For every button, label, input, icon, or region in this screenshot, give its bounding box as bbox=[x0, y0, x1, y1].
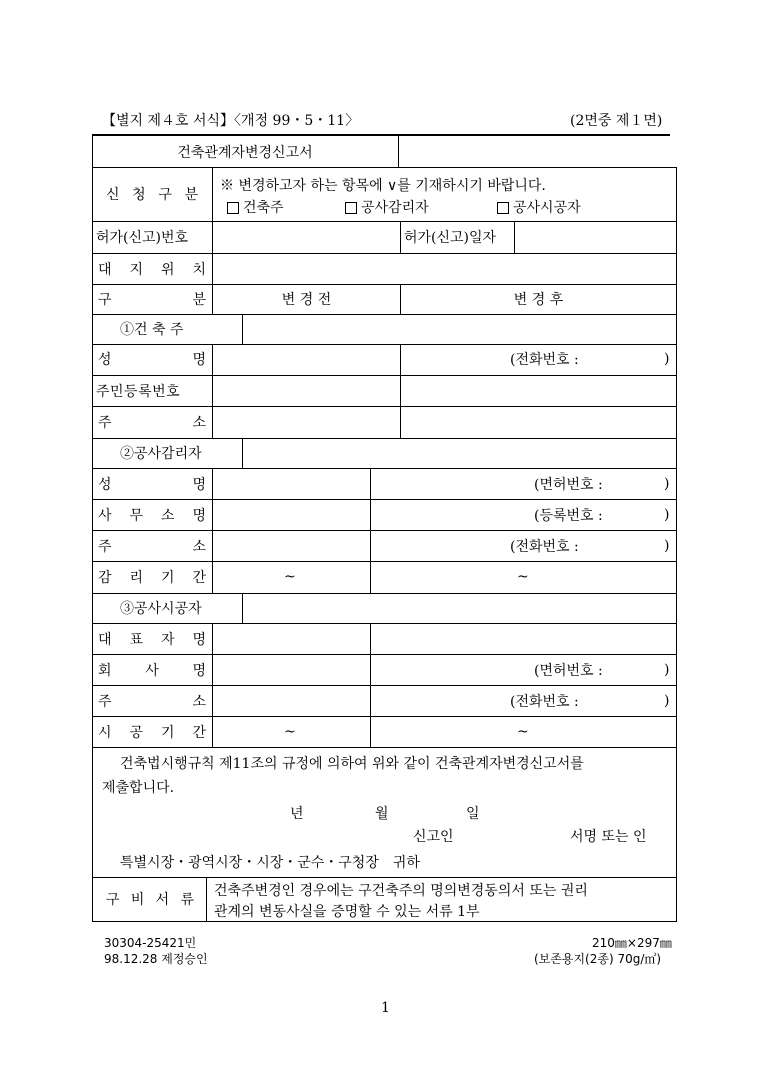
reporter-label: 신고인 bbox=[413, 829, 454, 845]
owner-address-label: 주 소 bbox=[98, 415, 206, 431]
option-owner[interactable]: 건축주 bbox=[227, 197, 284, 217]
contractor-phone-close: ) bbox=[664, 692, 670, 709]
contractor-period-after: ~ bbox=[517, 723, 529, 740]
date-day: 일 bbox=[466, 806, 480, 822]
paper-size: 210㎜×297㎜ bbox=[592, 936, 672, 950]
permit-date-label: 허가(신고)일자 bbox=[404, 230, 497, 246]
checkbox[interactable] bbox=[227, 202, 239, 214]
supervisor-period-label: 감 리 기 간 bbox=[98, 570, 206, 586]
permit-number-field[interactable] bbox=[213, 221, 399, 253]
contractor-company-label: 회 사 명 bbox=[98, 662, 206, 679]
form-title: 건축관계자변경신고서 bbox=[177, 145, 313, 161]
supervisor-address-label: 주 소 bbox=[98, 538, 206, 555]
option-contractor[interactable]: 공사시공자 bbox=[497, 197, 581, 217]
addressee: 특별시장・광역시장・시장・군수・구청장 귀하 bbox=[120, 855, 420, 871]
supervisor-license: (면허번호 : bbox=[534, 476, 603, 493]
declaration-text-cont: 제출합니다. bbox=[102, 780, 175, 796]
page-number: 1 bbox=[381, 1000, 390, 1016]
supervisor-name-label: 성 명 bbox=[98, 476, 206, 493]
instruction-text: ※ 변경하고자 하는 항목에 ∨를 기재하시기 바랍니다. bbox=[220, 178, 546, 194]
supervisor-period-before: ~ bbox=[284, 569, 296, 585]
permit-number-label: 허가(신고)번호 bbox=[96, 230, 189, 246]
owner-name-label: 성 명 bbox=[98, 352, 206, 368]
checkbox[interactable] bbox=[345, 202, 357, 214]
after-change-header: 변 경 후 bbox=[513, 292, 564, 308]
supervisor-license-close: ) bbox=[664, 475, 670, 492]
supervisor-office-label: 사 무 소 명 bbox=[98, 507, 206, 524]
date-year: 년 bbox=[290, 806, 304, 822]
form-label: 【별지 제４호 서식】〈개정 99・5・11〉 bbox=[102, 113, 360, 129]
approval-date: 98.12.28 제정승인 bbox=[104, 952, 208, 966]
declaration-text: 건축법시행규칙 제11조의 규정에 의하여 위와 같이 건축관계자변경신고서를 bbox=[120, 756, 584, 772]
contractor-rep-label: 대 표 자 명 bbox=[98, 631, 206, 648]
page-info: (2면중 제１면) bbox=[570, 113, 663, 129]
date-month: 월 bbox=[375, 806, 389, 822]
contractor-phone: (전화번호 : bbox=[510, 693, 579, 710]
division-label: 구 분 bbox=[98, 292, 206, 308]
contractor-license: (면허번호 : bbox=[534, 662, 603, 679]
before-change-header: 변 경 전 bbox=[281, 292, 332, 308]
option-supervisor[interactable]: 공사감리자 bbox=[345, 197, 429, 217]
contractor-address-label: 주 소 bbox=[98, 693, 206, 710]
owner-phone-close: ) bbox=[664, 351, 670, 367]
signature-label: 서명 또는 인 bbox=[570, 829, 647, 845]
paper-type: (보존용지(2종) 70g/㎡) bbox=[534, 952, 662, 966]
application-type-label: 신 청 구 분 bbox=[106, 187, 198, 203]
documents-text-cont: 관계의 변동사실을 증명할 수 있는 서류 1부 bbox=[214, 904, 480, 920]
contractor-license-close: ) bbox=[664, 661, 670, 678]
supervisor-section-title: ②공사감리자 bbox=[120, 446, 202, 462]
site-location-label: 대 지 위 치 bbox=[98, 261, 206, 278]
supervisor-registration: (등록번호 : bbox=[534, 507, 603, 524]
owner-rrn-label: 주민등록번호 bbox=[96, 383, 181, 400]
supervisor-period-after: ~ bbox=[517, 569, 529, 585]
documents-text: 건축주변경인 경우에는 구건축주의 명의변경동의서 또는 권리 bbox=[214, 883, 588, 899]
owner-section-title: ①건 축 주 bbox=[120, 322, 184, 338]
contractor-section-title: ③공사시공자 bbox=[120, 601, 202, 617]
owner-phone: (전화번호 : bbox=[510, 352, 579, 368]
site-location-field[interactable] bbox=[213, 253, 675, 284]
contractor-period-before: ~ bbox=[284, 723, 296, 740]
supervisor-registration-close: ) bbox=[664, 506, 670, 523]
supervisor-phone: (전화번호 : bbox=[510, 538, 579, 555]
checkbox[interactable] bbox=[497, 202, 509, 214]
documents-label: 구 비 서 류 bbox=[106, 892, 194, 908]
form-code: 30304-25421민 bbox=[104, 936, 197, 950]
supervisor-phone-close: ) bbox=[664, 537, 670, 554]
contractor-period-label: 시 공 기 간 bbox=[98, 724, 206, 741]
permit-date-field[interactable] bbox=[515, 221, 675, 253]
